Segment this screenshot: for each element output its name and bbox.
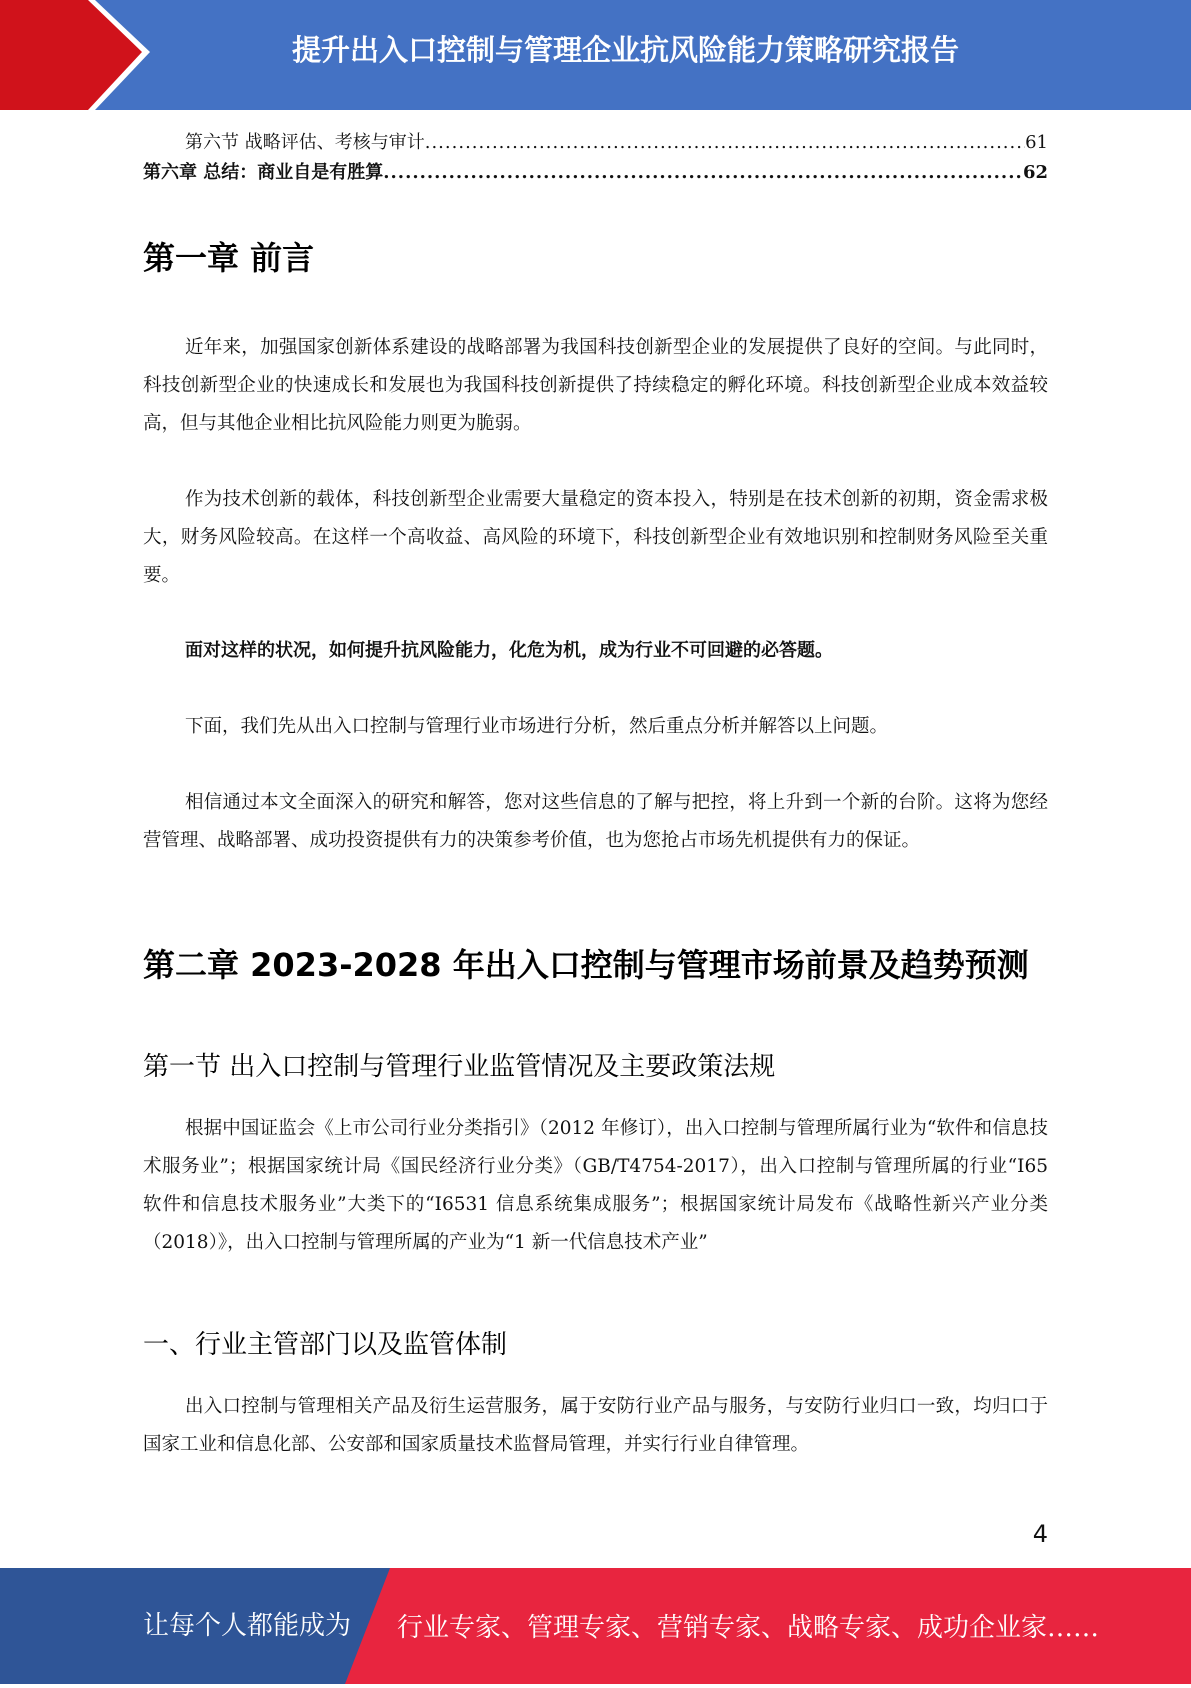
chapter-1-paragraph: 下面，我们先从出入口控制与管理行业市场进行分析，然后重点分析并解答以上问题。	[185, 716, 889, 737]
table-of-contents	[143, 128, 1048, 188]
chapter-1-emphasis-paragraph: 面对这样的状况，如何提升抗风险能力，化危为机，成为行业不可回避的必答题。	[185, 640, 833, 661]
page-header	[0, 0, 1191, 110]
report-title: 提升出入口控制与管理企业抗风险能力策略研究报告	[291, 33, 959, 67]
chapter-1-paragraph: 近年来，加强国家创新体系建设的战略部署为我国科技创新型企业的发展提供了良好的空间。与此同时，科技创新型企业的快速成长和发展也为我国科技创新提供了持续稳定的孵化环境。科技创新型企业成本效益较高，但与其他企业相比抗风险能力则更为脆弱。	[143, 337, 1048, 434]
toc-item-label: 第六章 总结：商业自是有胜算	[143, 162, 384, 183]
toc-item[interactable]	[143, 158, 1048, 188]
toc-item-label: 第六节 战略评估、考核与审计	[185, 132, 425, 153]
toc-item[interactable]	[143, 128, 1048, 158]
toc-item-page: 62	[1022, 162, 1048, 183]
page-footer	[0, 1568, 1191, 1684]
footer-slogan-left: 让每个人都能成为	[143, 1611, 352, 1641]
toc-leader-dots	[383, 158, 1023, 188]
subsection-paragraph: 出入口控制与管理相关产品及衍生运营服务，属于安防行业产品与服务，与安防行业归口一致，均归口于国家工业和信息化部、公安部和国家质量技术监督局管理，并实行行业自律管理。	[143, 1396, 1048, 1455]
page-number: 4	[1032, 1520, 1048, 1548]
section-paragraph: 根据中国证监会《上市公司行业分类指引》（2012 年修订），出入口控制与管理所属行业为“软件和信息技术服务业”；根据国家统计局《国民经济行业分类》（GB/T4754-2017），出入口控制与管理所属的行业“I65 软件和信息技术服务业”大类下的“I6531 信息系统集成服务”；根据国家统计局发布《战略性新兴产业分类（2018）》，出入口控制与管理所属的产业为“1 新一代信息技术产业”	[143, 1118, 1048, 1253]
footer-slogan-right: 行业专家、管理专家、营销专家、战略专家、成功企业家……	[397, 1613, 1100, 1643]
chapter-1-paragraph: 作为技术创新的载体，科技创新型企业需要大量稳定的资本投入，特别是在技术创新的初期，资金需求极大，财务风险较高。在这样一个高收益、高风险的环境下，科技创新型企业有效地识别和控制财务风险至关重要。	[143, 489, 1048, 586]
toc-leader-dots	[425, 128, 1025, 158]
chapter-1-paragraph: 相信通过本文全面深入的研究和解答，您对这些信息的了解与把控，将上升到一个新的台阶。这将为您经营管理、战略部署、成功投资提供有力的决策参考价值，也为您抢占市场先机提供有力的保证。	[143, 792, 1048, 851]
subsection-title: 一、行业主管部门以及监管体制	[143, 1330, 508, 1360]
toc-item-page: 61	[1025, 132, 1048, 153]
section-title: 第一节 出入口控制与管理行业监管情况及主要政策法规	[143, 1052, 776, 1082]
chapter-1-title: 第一章 前言	[143, 239, 315, 277]
chapter-2-title: 第二章 2023-2028 年出入口控制与管理市场前景及趋势预测	[143, 946, 1029, 984]
